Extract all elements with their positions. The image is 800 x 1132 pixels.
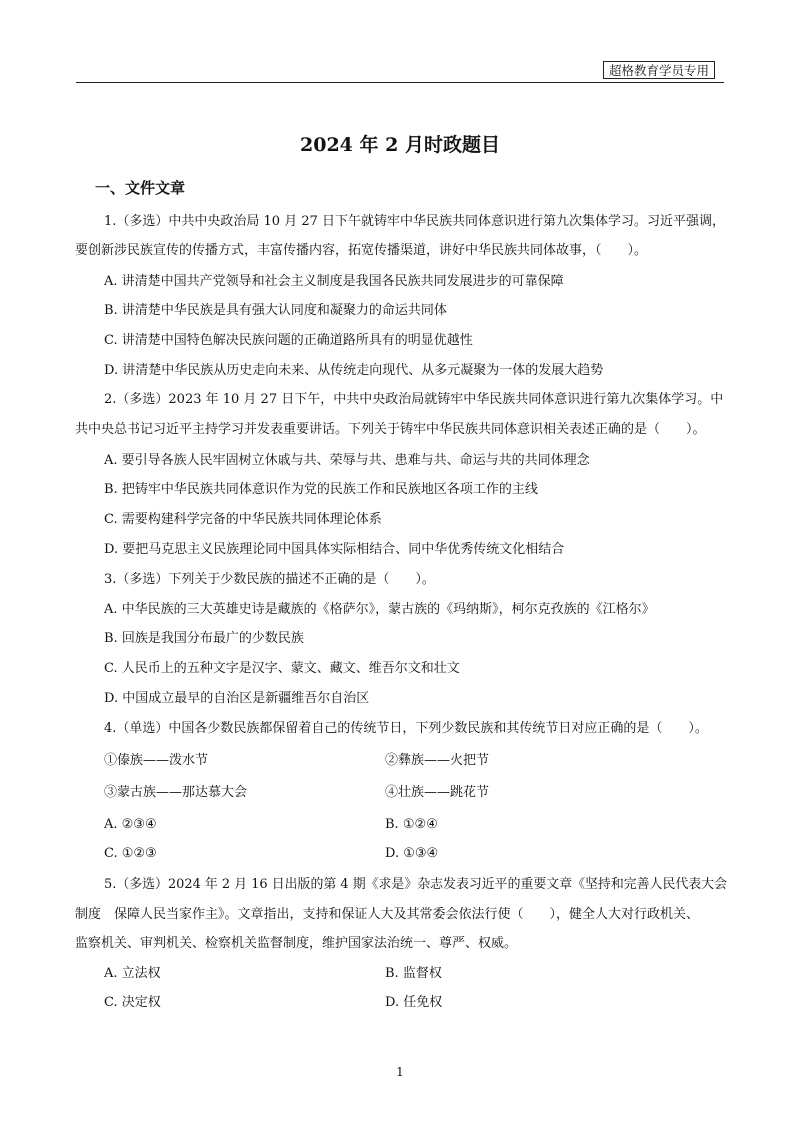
question-4-pair-4: ④壮族——跳花节 [385, 785, 490, 800]
question-4-option-b: B. ①②④ [385, 817, 438, 832]
question-4-pair-3: ③蒙古族——那达慕大会 [104, 785, 248, 800]
question-1-option-c: C. 讲清楚中国特色解决民族问题的正确道路所具有的明显优越性 [104, 333, 473, 348]
question-3-option-c: C. 人民币上的五种文字是汉字、蒙文、藏文、维吾尔文和壮文 [104, 661, 460, 676]
question-2-stem-line-2: 共中央总书记习近平主持学习并发表重要讲话。下列关于铸牢中华民族共同体意识相关表述正确的是（ ）。 [75, 422, 706, 437]
question-1-stem-line-2: 要创新涉民族宣传的传播方式，丰富传播内容，拓宽传播渠道，讲好中华民族共同体故事，（ ）。 [75, 243, 648, 258]
header-badge: 超格教育学员专用 [603, 61, 715, 79]
question-1-stem-line-1: 1.（多选）中共中央政治局 10 月 27 日下午就铸牢中华民族共同体意识进行第九次集体学习。习近平强调， [104, 214, 726, 229]
question-5-stem-line-3: 监察机关、审判机关、检察机关监督制度，维护国家法治统一、尊严、权威。 [75, 936, 518, 951]
question-3-stem-line-1: 3.（多选）下列关于少数民族的描述不正确的是（ ）。 [104, 572, 435, 587]
page-number: 1 [396, 1065, 404, 1079]
question-5-option-a: A. 立法权 [104, 966, 161, 981]
question-4-pair-2: ②彝族——火把节 [385, 753, 490, 768]
question-5-option-d: D. 任免权 [385, 995, 443, 1010]
question-4-stem-line-1: 4.（单选）中国各少数民族都保留着自己的传统节日，下列少数民族和其传统节日对应正确的是（ ）。 [104, 721, 708, 736]
question-2-option-d: D. 要把马克思主义民族理论同中国具体实际相结合、同中华优秀传统文化相结合 [104, 542, 565, 557]
question-4-option-a: A. ②③④ [104, 817, 157, 832]
section-heading: 一、文件文章 [95, 179, 186, 197]
question-3-option-a: A. 中华民族的三大英雄史诗是藏族的《格萨尔》，蒙古族的《玛纳斯》，柯尔克孜族的《江格尔》 [104, 602, 655, 617]
question-1-option-a: A. 讲清楚中国共产党领导和社会主义制度是我国各民族共同发展进步的可靠保障 [104, 274, 564, 289]
question-5-stem-line-2: 制度 保障人民当家作主》。文章指出，支持和保证人大及其常委会依法行使（ ），健全人大对行政机关、 [75, 907, 700, 922]
question-4-option-d: D. ①③④ [385, 846, 439, 861]
header-rule [76, 82, 724, 83]
question-2-option-b: B. 把铸牢中华民族共同体意识作为党的民族工作和民族地区各项工作的主线 [104, 482, 538, 497]
question-4-option-c: C. ①②③ [104, 846, 157, 861]
question-1-option-d: D. 讲清楚中华民族从历史走向未来、从传统走向现代、从多元凝聚为一体的发展大趋势 [104, 363, 604, 378]
question-3-option-d: D. 中国成立最早的自治区是新疆维吾尔自治区 [104, 691, 370, 706]
question-2-option-a: A. 要引导各族人民牢固树立休戚与共、荣辱与共、患难与共、命运与共的共同体理念 [104, 453, 590, 468]
question-2-option-c: C. 需要构建科学完备的中华民族共同体理论体系 [104, 512, 382, 527]
question-3-option-b: B. 回族是我国分布最广的少数民族 [104, 631, 304, 646]
question-5-option-c: C. 决定权 [104, 995, 161, 1010]
question-5-stem-line-1: 5.（多选）2024 年 2 月 16 日出版的第 4 期《求是》杂志发表习近平的重要文章《坚持和完善人民代表大会 [104, 877, 727, 892]
question-1-option-b: B. 讲清楚中华民族是具有强大认同度和凝聚力的命运共同体 [104, 303, 447, 318]
question-5-option-b: B. 监督权 [385, 966, 442, 981]
question-2-stem-line-1: 2.（多选）2023 年 10 月 27 日下午，中共中央政治局就铸牢中华民族共同体意识进行第九次集体学习。中 [104, 392, 724, 407]
page-title: 2024 年 2 月时政题目 [300, 134, 500, 156]
question-4-pair-1: ①傣族——泼水节 [104, 753, 209, 768]
